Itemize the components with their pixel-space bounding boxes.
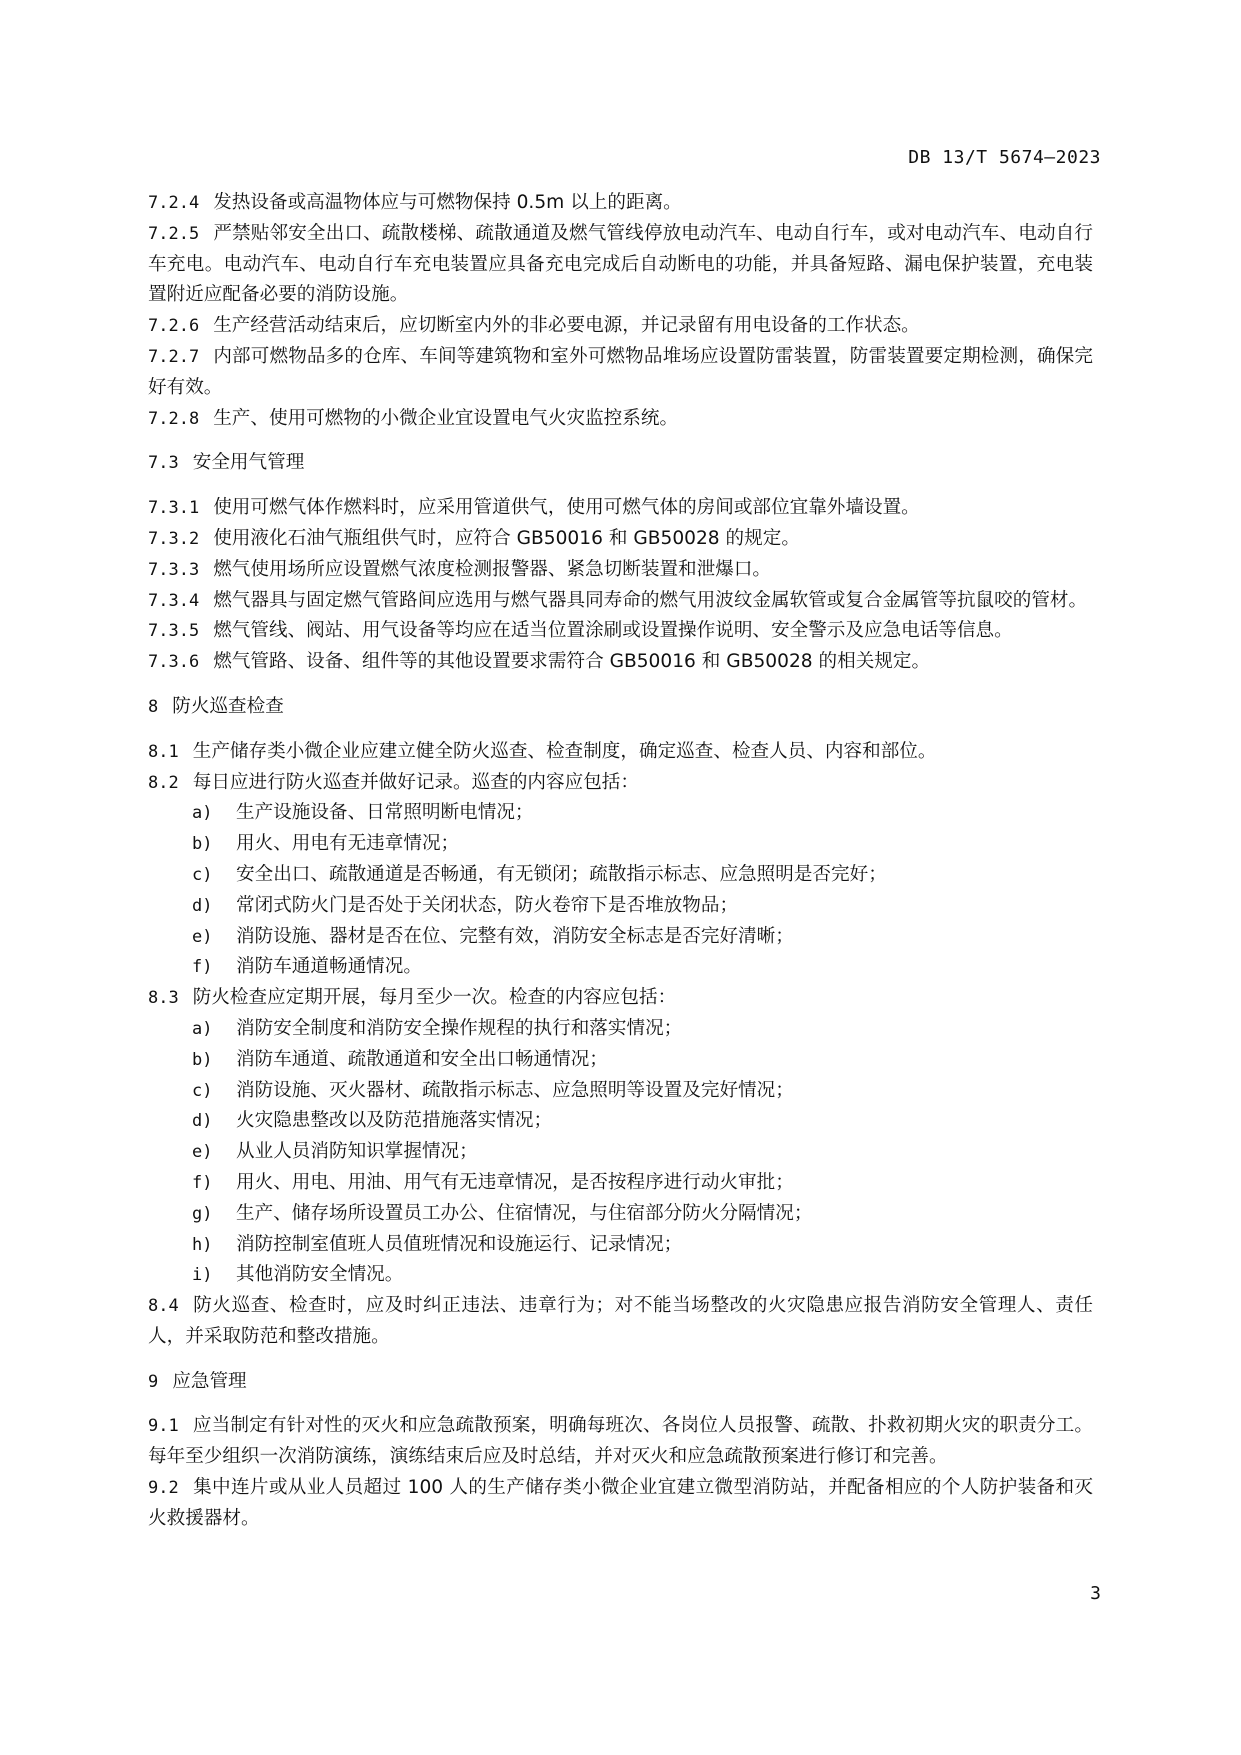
clause-9-2: 9.2 集中连片或从业人员超过 100 人的生产储存类小微企业宜建立微型消防站，并配备相应的个人防护装备和灭火救援器材。 — [148, 1477, 1093, 1529]
list-item: g) 生产、储存场所设置员工办公、住宿情况，与住宿部分防火分隔情况； — [192, 1202, 813, 1224]
clause-9-1: 9.1 应当制定有针对性的灭火和应急疏散预案，明确每班次、各岗位人员报警、疏散、扑救初期火灾的职责分工。每年至少组织一次消防演练，演练结束后应及时总结，并对灭火和应急疏散预案进行修订和完善。 — [148, 1415, 1093, 1468]
list-item: f) 用火、用电、用油、用气有无违章情况，是否按程序进行动火审批； — [192, 1171, 794, 1193]
list-item: a) 消防安全制度和消防安全操作规程的执行和落实情况； — [192, 1017, 683, 1039]
clause-7-3-2: 7.3.2 使用液化石油气瓶组供气时，应符合 GB50016 和 GB50028 的规定。 — [148, 527, 800, 549]
clause-8-4: 8.4 防火巡查、检查时，应及时纠正违法、违章行为；对不能当场整改的火灾隐患应报告消防安全管理人、责任人，并采取防范和整改措施。 — [148, 1295, 1093, 1347]
list-item: i) 其他消防安全情况。 — [192, 1264, 404, 1286]
section-heading-7-3: 7.3 安全用气管理 — [148, 452, 305, 474]
clause-8-1: 8.1 生产储存类小微企业应建立健全防火巡查、检查制度，确定巡查、检查人员、内容和部位。 — [148, 740, 937, 762]
clause-7-2-8: 7.2.8 生产、使用可燃物的小微企业宜设置电气火灾监控系统。 — [148, 407, 679, 429]
list-item: d) 常闭式防火门是否处于关闭状态，防火卷帘下是否堆放物品； — [192, 894, 739, 916]
list-item: a) 生产设施设备、日常照明断电情况； — [192, 802, 534, 824]
clause-7-2-7: 7.2.7 内部可燃物品多的仓库、车间等建筑物和室外可燃物品堆场应设置防雷装置，防雷装置要定期检测，确保完好有效。 — [148, 345, 1093, 398]
list-item: c) 消防设施、灭火器材、疏散指示标志、应急照明等设置及完好情况； — [192, 1079, 794, 1101]
list-item: h) 消防控制室值班人员值班情况和设施运行、记录情况； — [192, 1233, 683, 1255]
clause-8-3: 8.3 防火检查应定期开展，每月至少一次。检查的内容应包括： — [148, 987, 677, 1009]
section-heading-8: 8 防火巡查检查 — [148, 695, 284, 717]
list-item: f) 消防车通道畅通情况。 — [192, 956, 422, 978]
list-item: b) 消防车通道、疏散通道和安全出口畅通情况； — [192, 1048, 608, 1070]
standard-code: DB 13/T 5674—2023 — [908, 147, 1101, 168]
list-item: b) 用火、用电有无违章情况； — [192, 833, 460, 855]
clause-8-2: 8.2 每日应进行防火巡查并做好记录。巡查的内容应包括： — [148, 771, 639, 793]
clause-7-3-4: 7.3.4 燃气器具与固定燃气管路间应选用与燃气器具同寿命的燃气用波纹金属软管或复合金属管等抗鼠咬的管材。 — [148, 589, 1088, 611]
list-item: d) 火灾隐患整改以及防范措施落实情况； — [192, 1110, 553, 1132]
clause-7-3-5: 7.3.5 燃气管线、阀站、用气设备等均应在适当位置涂刷或设置操作说明、安全警示及应急电话等信息。 — [148, 620, 1013, 642]
clause-7-3-1: 7.3.1 使用可燃气体作燃料时，应采用管道供气，使用可燃气体的房间或部位宜靠外墙设置。 — [148, 497, 920, 519]
clause-7-2-4: 7.2.4 发热设备或高温物体应与可燃物保持 0.5m 以上的距离。 — [148, 192, 682, 213]
list-item: e) 消防设施、器材是否在位、完整有效，消防安全标志是否完好清晰； — [192, 925, 794, 947]
page-number: 3 — [1090, 1583, 1101, 1604]
clause-7-3-6: 7.3.6 燃气管路、设备、组件等的其他设置要求需符合 GB50016 和 GB50028 的相关规定。 — [148, 651, 931, 673]
clause-7-2-6: 7.2.6 生产经营活动结束后，应切断室内外的非必要电源，并记录留有用电设备的工作状态。 — [148, 315, 920, 337]
section-heading-9: 9 应急管理 — [148, 1370, 247, 1392]
list-item: c) 安全出口、疏散通道是否畅通，有无锁闭；疏散指示标志、应急照明是否完好； — [192, 863, 887, 885]
list-item: e) 从业人员消防知识掌握情况； — [192, 1141, 478, 1163]
document-body — [148, 188, 1093, 1535]
clause-7-3-3: 7.3.3 燃气使用场所应设置燃气浓度检测报警器、紧急切断装置和泄爆口。 — [148, 558, 772, 580]
clause-7-2-5: 7.2.5 严禁贴邻安全出口、疏散楼梯、疏散通道及燃气管线停放电动汽车、电动自行车，或对电动汽车、电动自行车充电。电动汽车、电动自行车充电装置应具备充电完成后自动断电的功能，并具备短路、漏电保护装置，充电装置附近应配备必要的消防设施。 — [148, 222, 1093, 306]
